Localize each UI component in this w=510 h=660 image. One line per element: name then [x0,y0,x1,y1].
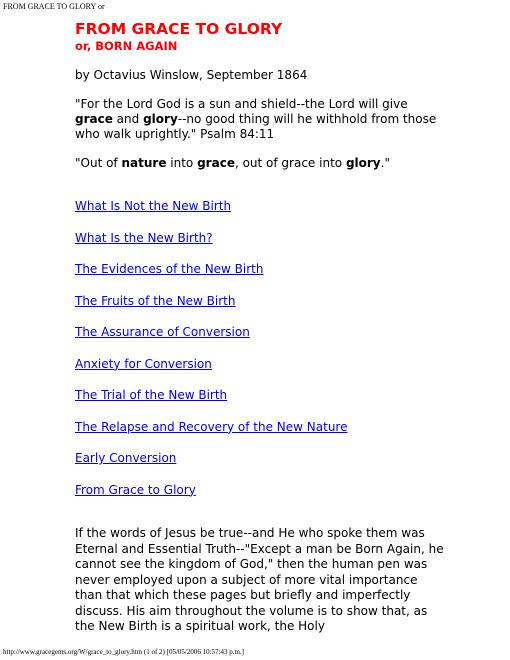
quote-text: --no good thing will he withhold from those who walk uprightly." Psalm 84:11 [75,112,437,141]
toc-link-what-is-not-the-new-birth[interactable]: What Is Not the New Birth [75,199,232,213]
toc-item [75,199,445,231]
toc-item [75,294,445,326]
toc-link-what-is-the-new-birth[interactable]: What Is the New Birth? [75,230,213,245]
print-footer: http://www.gracegems.org/W/grace_to_glory.htm (1 of 2) [05/05/2006 10:57:43 p.m.] [3,648,245,656]
table-of-contents [75,199,445,514]
quote-bold: grace [197,156,235,170]
toc-link-fruits-of-the-new-birth[interactable]: The Fruits of the New Birth [75,293,236,308]
toc-item [75,325,445,357]
quote-text: into [166,156,198,170]
page-title: FROM GRACE TO GLORY [75,20,283,38]
toc-item [75,388,445,420]
toc-link-trial-of-the-new-birth[interactable]: The Trial of the New Birth [75,388,228,402]
toc-item [75,483,445,515]
quote-bold: grace [75,112,113,126]
quote-text: "For the Lord God is a sun and shield--the Lord will give [75,97,408,111]
quote-text: , out of grace into [234,156,346,170]
quote-bold: glory [143,112,178,126]
quote-text: and [112,112,144,126]
toc-item [75,231,445,263]
quote-bold: nature [121,156,167,170]
toc-link-anxiety-for-conversion[interactable]: Anxiety for Conversion [75,356,212,371]
toc-link-relapse-and-recovery[interactable]: The Relapse and Recovery of the New Nature [75,419,348,434]
toc-link-from-grace-to-glory[interactable]: From Grace to Glory [75,482,196,497]
page-subtitle: or, BORN AGAIN [75,39,178,53]
toc-item [75,262,445,294]
byline: by Octavius Winslow, September 1864 [75,68,308,82]
toc-link-early-conversion[interactable]: Early Conversion [75,451,177,465]
toc-item [75,357,445,389]
print-header: FROM GRACE TO GLORY or [3,2,105,11]
epigraph-quote [75,97,445,142]
toc-link-evidences-of-the-new-birth[interactable]: The Evidences of the New Birth [75,262,264,276]
quote-text: ." [380,156,390,170]
motto-quote [75,156,445,171]
toc-item [75,451,445,483]
quote-bold: glory [345,156,381,170]
toc-item [75,420,445,452]
quote-text: "Out of [75,156,122,170]
toc-link-assurance-of-conversion[interactable]: The Assurance of Conversion [75,325,250,339]
intro-paragraph: If the words of Jesus be true--and He who spoke them was Eternal and Essential Truth--"Except a man be Born Again, he cannot see the kingdom of God," then the human pen was never employed upon a subject of more vital importance than that which these pages but briefly and imperfectly discuss. His aim throughout the volume is to show that, as the New Birth is a spiritual work, the Holy [75,526,444,633]
